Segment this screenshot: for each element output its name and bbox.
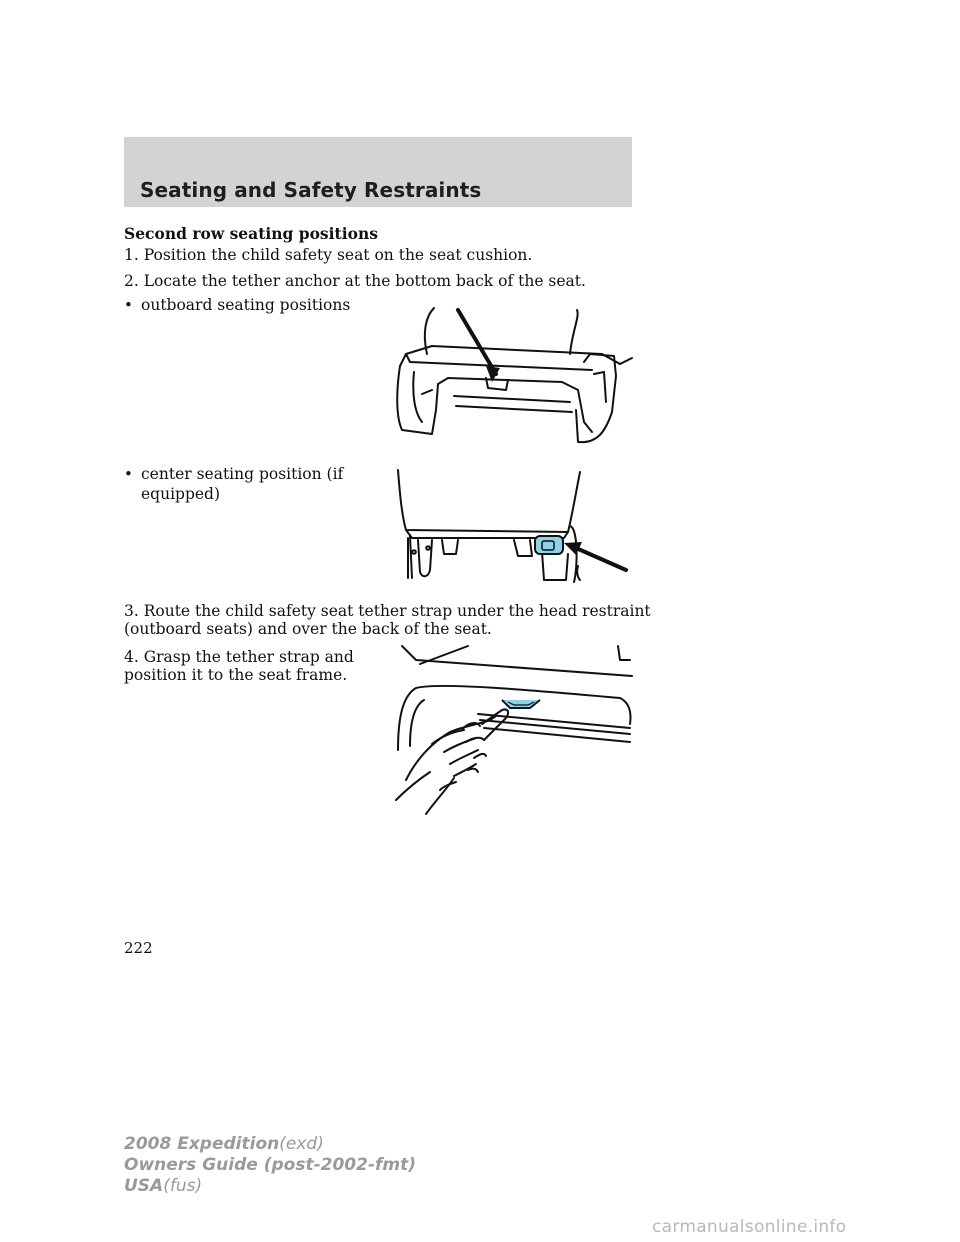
page-number: 222 xyxy=(124,939,153,957)
bullet-center: center seating position (if xyxy=(141,465,344,483)
bullet-center-cont: equipped) xyxy=(141,485,221,503)
footer-market: USA xyxy=(124,1176,164,1196)
bullet-symbol: • xyxy=(124,465,133,483)
center-seat-illustration xyxy=(392,466,632,584)
tether-strap-illustration xyxy=(380,640,636,820)
step-2: 2. Locate the tether anchor at the bottom back of the seat. xyxy=(124,272,586,290)
step-4-cont: position it to the seat frame. xyxy=(124,666,348,684)
watermark: carmanualsonline.info xyxy=(652,1217,847,1237)
step-3: 3. Route the child safety seat tether strap under the head restraint xyxy=(124,602,651,620)
bullet-symbol: • xyxy=(124,296,133,314)
outboard-seat-illustration xyxy=(392,302,642,452)
step-1: 1. Position the child safety seat on the seat cushion. xyxy=(124,246,533,264)
footer-market-code: (fus) xyxy=(163,1176,203,1196)
footer xyxy=(124,1134,416,1197)
page-title: Seating and Safety Restraints xyxy=(140,178,482,202)
footer-guide: Owners Guide (post-2002-fmt) xyxy=(124,1155,417,1175)
footer-model: 2008 Expedition xyxy=(124,1134,280,1154)
step-3-cont: (outboard seats) and over the back of the seat. xyxy=(124,620,492,638)
section-heading: Second row seating positions xyxy=(124,224,378,243)
footer-model-code: (exd) xyxy=(279,1134,324,1154)
step-4: 4. Grasp the tether strap and xyxy=(124,648,354,666)
bullet-outboard: outboard seating positions xyxy=(141,296,351,314)
